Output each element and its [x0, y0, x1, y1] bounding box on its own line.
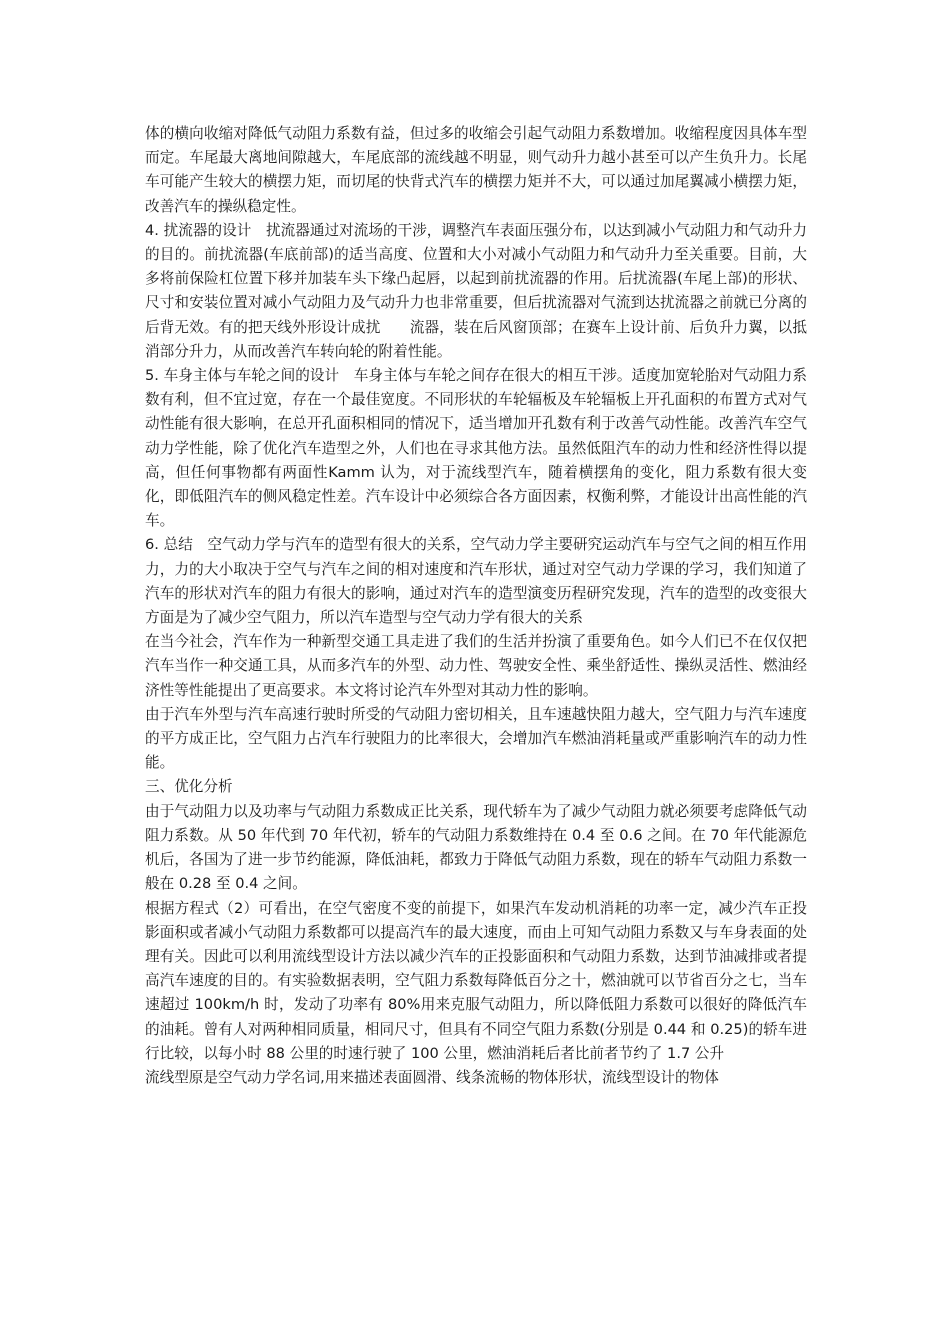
paragraph-drag-coefficient-history: 由于气动阻力以及功率与气动阻力系数成正比关系，现代轿车为了减少气动阻力就必须要考虑降低气动阻力系数。从 50 年代到 70 年代初，轿车的气动阻力系数维持在 0.4 至 0.6 之间。在 70 年代能源危机后，各国为了进一步节约能源，降低油耗，都致力于降低气动阻力系数，现在的轿车气动阻力系数一般在 0.28 至 0.4 之间。 — [145, 802, 807, 893]
document-page — [145, 122, 807, 1090]
section-heading-optimization: 三、优化分析 — [145, 778, 233, 796]
paragraph-streamline-definition: 流线型原是空气动力学名词,用来描述表面圆滑、线条流畅的物体形状，流线型设计的物体 — [145, 1068, 719, 1086]
paragraph-equation-analysis: 根据方程式（2）可看出，在空气密度不变的前提下，如果汽车发动机消耗的功率一定，减少汽车正投影面积或者减小气动阻力系数都可以提高汽车的最大速度，而由上可知气动阻力系数又与车身表面的处理有关。因此可以利用流线型设计方法以减少汽车的正投影面积和气动阻力系数，达到节油减排或者提高汽车速度的目的。有实验数据表明，空气阻力系数每降低百分之十，燃油就可以节省百分之七，当车速超过 100km/h 时，发动了功率有 80%用来克服气动阻力，所以降低阻力系数可以很好的降低汽车的油耗。曾有人对两种相同质量，相同尺寸，但具有不同空气阻力系数(分别是 0.44 和 0.25)的轿车进行比较，以每小时 88 公里的时速行驶了 100 公里，燃油消耗后者比前者节约了 1.7 公升 — [145, 899, 807, 1062]
paragraph-rear-shape: 体的横向收缩对降低气动阻力系数有益，但过多的收缩会引起气动阻力系数增加。收缩程度因具体车型而定。车尾最大离地间隙越大，车尾底部的流线越不明显，则气动升力越小甚至可以产生负升力。长尾车可能产生较大的横摆力矩，而切尾的快背式汽车的横摆力矩并不大，可以通过加尾翼减小横摆力矩，改善汽车的操纵稳定性。 — [145, 125, 807, 215]
paragraph-body-wheel-design: 5. 车身主体与车轮之间的设计 车身主体与车轮之间存在很大的相互干涉。适度加宽轮胎对气动阻力系数有利，但不宜过宽，存在一个最佳宽度。不同形状的车轮辐板及车轮辐板上开孔面积的布置方式对气动性能有很大影响，在总开孔面积相同的情况下，适当增加开孔数有利于改善气动性能。改善汽车空气动力学性能，除了优化汽车造型之外，人们也在寻求其他方法。虽然低阻汽车的动力性和经济性得以提高，但任何事物都有两面性Kamm 认为，对于流线型汽车，随着横摆角的变化，阻力系数有很大变化，即低阻汽车的侧风稳定性差。汽车设计中必须综合各方面因素，权衡利弊，才能设计出高性能的汽车。 — [145, 367, 807, 530]
paragraph-summary: 6. 总结 空气动力学与汽车的造型有很大的关系，空气动力学主要研究运动汽车与空气之间的相互作用力，力的大小取决于空气与汽车之间的相对速度和汽车形状，通过对空气动力学课的学习，我们知道了汽车的形状对汽车的阻力有很大的影响，通过对汽车的造型演变历程研究发现，汽车的造型的改变很大方面是为了减少空气阻力，所以汽车造型与空气动力学有很大的关系 — [145, 536, 807, 627]
paragraph-air-resistance: 由于汽车外型与汽车高速行驶时所受的气动阻力密切相关，且车速越快阻力越大，空气阻力与汽车速度的平方成正比，空气阻力占汽车行驶阻力的比率很大，会增加汽车燃油消耗量或严重影响汽车的动力性能。 — [145, 705, 807, 772]
paragraph-spoiler-design: 4. 扰流器的设计 扰流器通过对流场的干涉，调整汽车表面压强分布，以达到减小气动阻力和气动升力的目的。前扰流器(车底前部)的适当高度、位置和大小对减小气动阻力和气动升力至关重要。目前，大多将前保险杠位置下移并加装车头下缘凸起唇，以起到前扰流器的作用。后扰流器(车尾上部)的形状、尺寸和安装位置对减小气动阻力及气动升力也非常重要，但后扰流器对气流到达扰流器之前就已分离的后背无效。有的把天线外形设计成扰 流器，装在后风窗顶部；在赛车上设计前、后负升力翼，以抵消部分升力，从而改善汽车转向轮的附着性能。 — [145, 221, 807, 360]
paragraph-modern-society: 在当今社会，汽车作为一种新型交通工具走进了我们的生活并扮演了重要角色。如今人们已不在仅仅把汽车当作一种交通工具，从而多汽车的外型、动力性、驾驶安全性、乘坐舒适性、操纵灵活性、燃油经济性等性能提出了更高要求。本文将讨论汽车外型对其动力性的影响。 — [145, 633, 807, 699]
